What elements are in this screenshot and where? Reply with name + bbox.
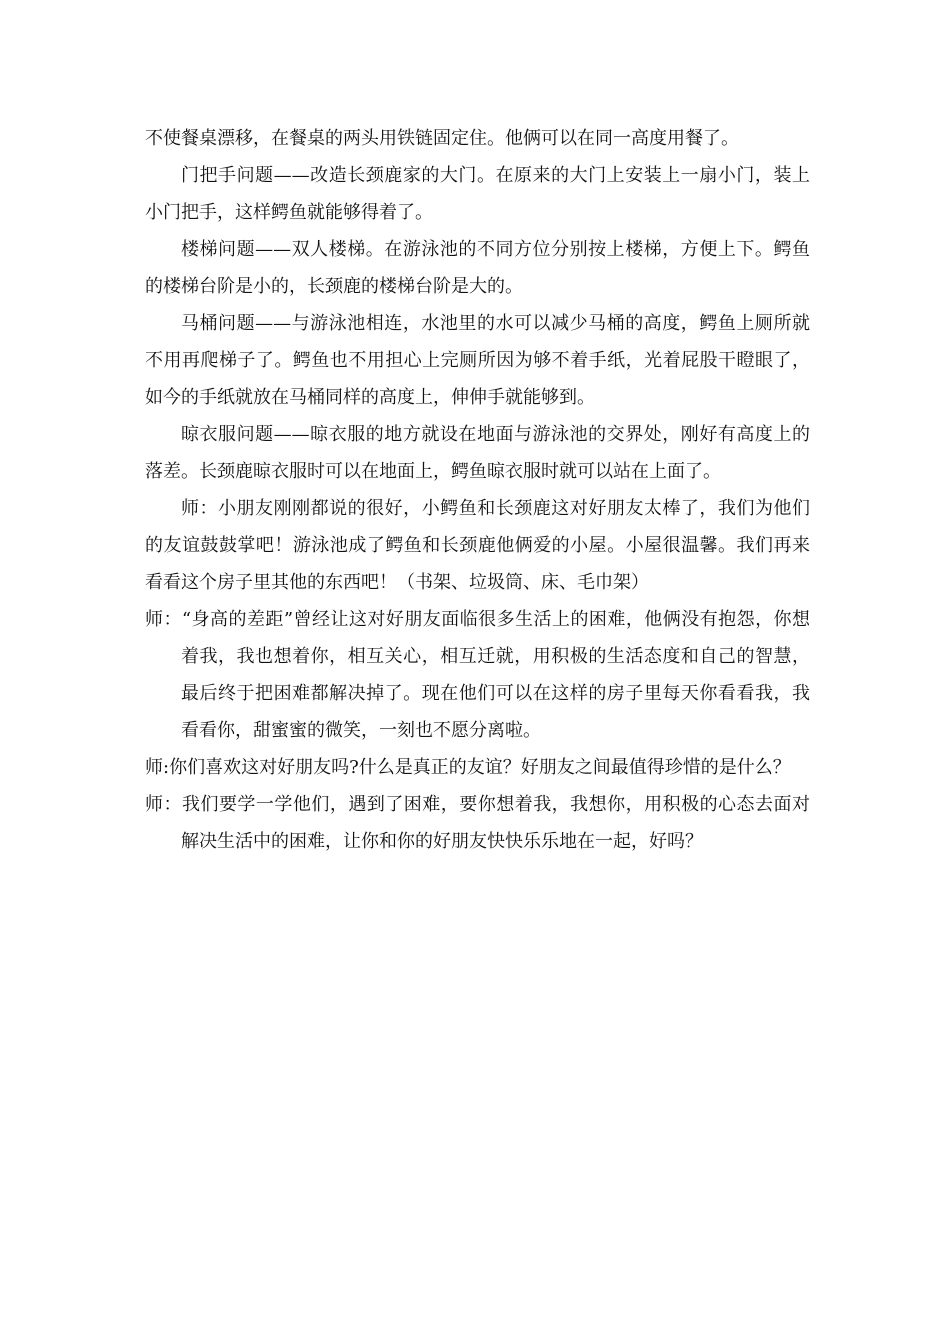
- paragraph-teacher-praise: 师：小朋友刚刚都说的很好，小鳄鱼和长颈鹿这对好朋友太棒了，我们为他们的友谊鼓鼓掌吧！游泳池成了鳄鱼和长颈鹿他俩爱的小屋。小屋很温馨。我们再来看看这个房子里其他的东西吧！（书架、垃圾筒、床、毛巾架）: [145, 498, 810, 593]
- paragraph-door-handle: 门把手问题——改造长颈鹿家的大门。在原来的大门上安装上一扇小门，装上小门把手，这样鳄鱼就能够得着了。: [145, 165, 810, 223]
- paragraph-1: 不使餐桌漂移，在餐桌的两头用铁链固定住。他俩可以在同一高度用餐了。: [145, 128, 739, 149]
- document-body: [145, 120, 810, 860]
- paragraph-laundry: 晾衣服问题——晾衣服的地方就设在地面与游泳池的交界处，刚好有高度上的落差。长颈鹿晾衣服时可以在地面上，鳄鱼晾衣服时就可以站在上面了。: [145, 424, 810, 482]
- paragraph-teacher-height-gap: 师：“身高的差距”曾经让这对好朋友面临很多生活上的困难，他俩没有抱怨，你想着我，我也想着你，相互关心，相互迁就，用积极的生活态度和自己的智慧，最后终于把困难都解决掉了。现在他们可以在这样的房子里每天你看看我，我看看你，甜蜜蜜的微笑，一刻也不愿分离啦。: [145, 609, 810, 741]
- paragraph-teacher-conclusion: 师：我们要学一学他们，遇到了困难，要你想着我，我想你，用积极的心态去面对解决生活中的困难，让你和你的好朋友快快乐乐地在一起，好吗？: [145, 794, 810, 852]
- paragraph-stairs: 楼梯问题——双人楼梯。在游泳池的不同方位分别按上楼梯，方便上下。鳄鱼的楼梯台阶是小的，长颈鹿的楼梯台阶是大的。: [145, 239, 810, 297]
- paragraph-teacher-question: 师:你们喜欢这对好朋友吗?什么是真正的友谊？好朋友之间最值得珍惜的是什么？: [145, 757, 791, 778]
- paragraph-toilet: 马桶问题——与游泳池相连，水池里的水可以减少马桶的高度，鳄鱼上厕所就不用再爬梯子了。鳄鱼也不用担心上完厕所因为够不着手纸，光着屁股干瞪眼了，如今的手纸就放在马桶同样的高度上，伸伸手就能够到。: [145, 313, 810, 408]
